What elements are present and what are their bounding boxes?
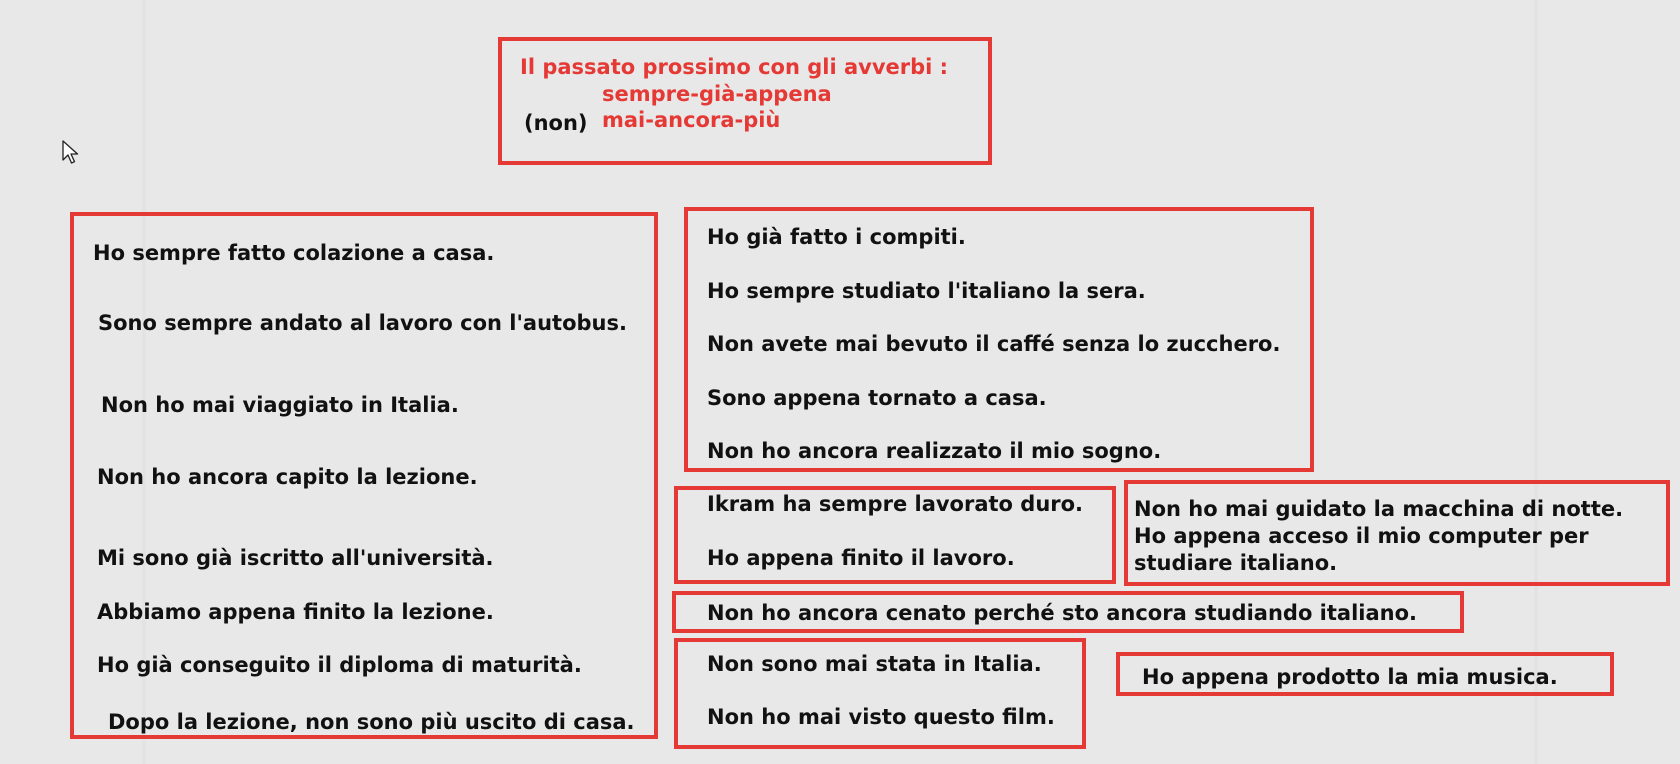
example-sentence: Non ho mai visto questo film. xyxy=(707,705,1055,729)
example-sentence: Ho già fatto i compiti. xyxy=(707,225,966,249)
guidato-examples-box xyxy=(1124,480,1670,586)
musica-example-box xyxy=(1116,652,1614,696)
example-sentence: Non ho ancora capito la lezione. xyxy=(97,465,478,489)
example-sentence: Ikram ha sempre lavorato duro. xyxy=(707,492,1084,516)
title-line-3: mai-ancora-più xyxy=(602,108,781,132)
example-sentence: Ho appena finito il lavoro. xyxy=(707,546,1015,570)
left-examples-box xyxy=(70,212,658,739)
example-sentence: Non ho ancora realizzato il mio sogno. xyxy=(707,439,1162,463)
cenato-example-box xyxy=(672,591,1464,633)
title-box xyxy=(498,37,992,165)
title-line-1: Il passato prossimo con gli avverbi : xyxy=(520,55,949,79)
example-sentence: Mi sono già iscritto all'università. xyxy=(97,546,494,570)
example-line: Non ho mai guidato la macchina di notte. xyxy=(1134,497,1624,521)
example-sentence: Ho sempre studiato l'italiano la sera. xyxy=(707,279,1146,303)
title-prefix: (non) xyxy=(524,111,588,135)
example-sentence: Ho appena prodotto la mia musica. xyxy=(1142,665,1558,689)
example-sentence: Ho sempre fatto colazione a casa. xyxy=(93,241,495,265)
example-sentence: Non ho ancora cenato perché sto ancora studiando italiano. xyxy=(707,601,1418,625)
example-sentence: Dopo la lezione, non sono più uscito di casa. xyxy=(108,710,635,734)
example-sentence: Non ho mai viaggiato in Italia. xyxy=(101,393,459,417)
background-stripe xyxy=(1534,0,1538,764)
example-line: Ho appena acceso il mio computer per xyxy=(1134,524,1589,548)
example-sentence: Ho già conseguito il diploma di maturità. xyxy=(97,653,582,677)
example-sentence: Sono appena tornato a casa. xyxy=(707,386,1047,410)
example-sentence: Non sono mai stata in Italia. xyxy=(707,652,1042,676)
example-sentence: Sono sempre andato al lavoro con l'autobus. xyxy=(98,311,627,335)
ikram-examples-box xyxy=(674,486,1116,584)
top-right-examples-box xyxy=(684,207,1314,472)
example-line: studiare italiano. xyxy=(1134,551,1338,575)
italia-examples-box xyxy=(674,638,1086,749)
mouse-pointer-icon xyxy=(62,140,80,166)
example-sentence: Abbiamo appena finito la lezione. xyxy=(97,600,494,624)
example-sentence: Non avete mai bevuto il caffé senza lo zucchero. xyxy=(707,332,1281,356)
title-line-2: sempre-già-appena xyxy=(602,82,832,106)
